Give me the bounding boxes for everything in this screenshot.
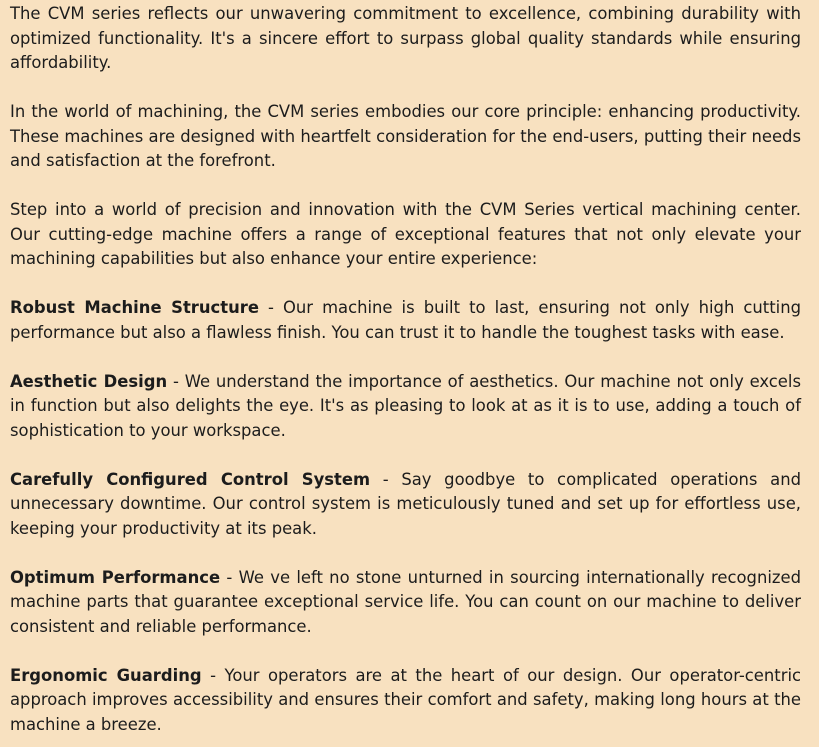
feature-description: - We understand the importance of aesthetics. Our machine not only excels in function but also delights the eye. It's as pleasing to look at as it is to use, adding a touch of sophistication to your workspace.	[10, 371, 801, 440]
feature-title: Ergonomic Guarding	[10, 665, 202, 685]
feature-title: Carefully Configured Control System	[10, 469, 371, 489]
feature-optimum-performance	[10, 566, 801, 640]
feature-description: - Your operators are at the heart of our design. Our operator-centric approach improves accessibility and ensures their comfort and safety, making long hours at the machine a breeze.	[10, 665, 802, 734]
feature-aesthetic-design	[10, 370, 801, 444]
feature-title: Aesthetic Design	[10, 371, 168, 391]
feature-title: Optimum Performance	[10, 567, 221, 587]
feature-description: - Say goodbye to complicated operations and unnecessary downtime. Our control system is meticulously tuned and set up for effortless use, keeping your productivity at its peak.	[10, 469, 801, 538]
intro-paragraph-3: Step into a world of precision and innovation with the CVM Series vertical machining center. Our cutting-edge machine offers a range of exceptional features that not only elevate your machining capabilities but also enhance your entire experience:	[10, 200, 801, 268]
feature-title: Robust Machine Structure	[10, 298, 259, 317]
intro-paragraph-2: In the world of machining, the CVM series embodies our core principle: enhancing productivity. These machines are designed with heartfelt consideration for the end-users, putting their needs and satisfaction at the forefront.	[10, 102, 801, 170]
feature-ergonomic-guarding	[10, 664, 801, 738]
feature-description: - Our machine is built to last, ensuring not only high cutting performance but also a flawless finish. You can trust it to handle the toughest tasks with ease.	[10, 298, 801, 342]
feature-control-system	[10, 468, 801, 542]
feature-robust-structure	[10, 296, 801, 345]
feature-description: - We ve left no stone unturned in sourcing internationally recognized machine parts that guarantee exceptional service life. You can count on our machine to deliver consistent and reliable performance.	[10, 567, 801, 636]
intro-paragraph-1: The CVM series reflects our unwavering commitment to excellence, combining durability with optimized functionality. It's a sincere effort to surpass global quality standards while ensuring affordability.	[10, 4, 801, 72]
